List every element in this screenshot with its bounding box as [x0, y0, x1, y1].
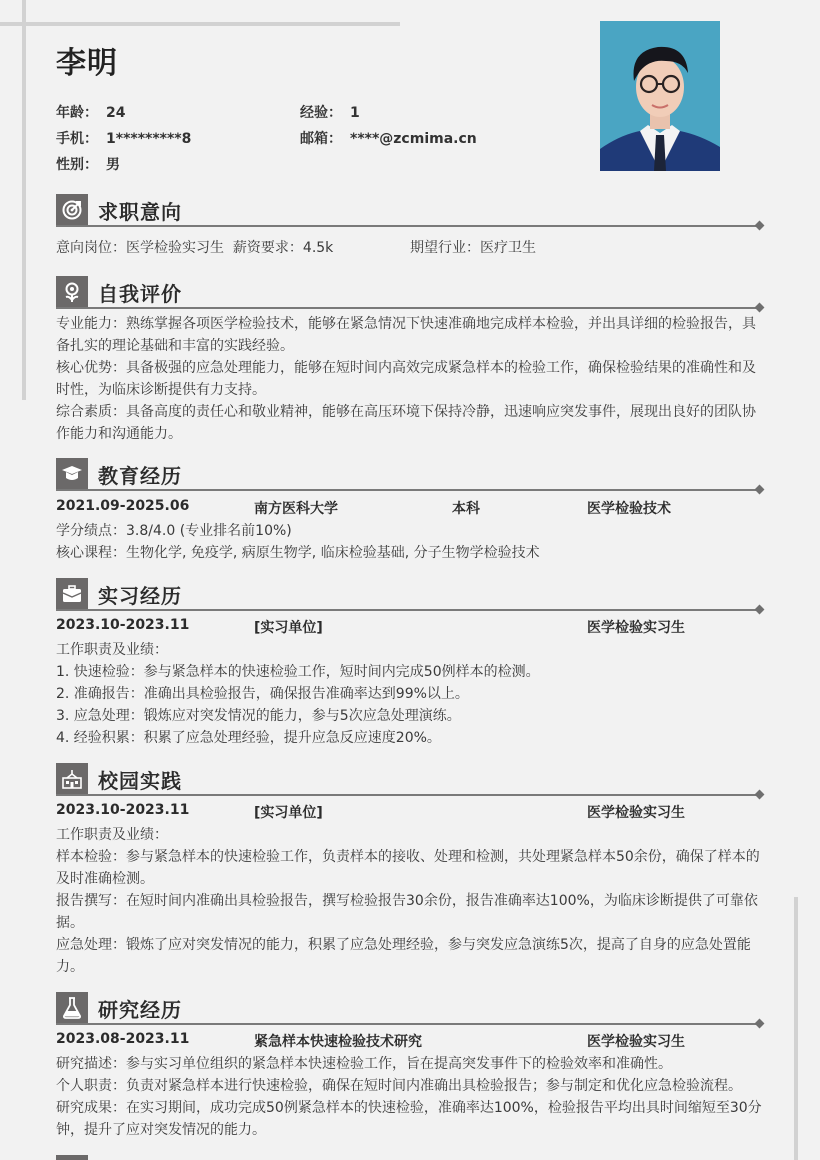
briefcase-icon: [56, 578, 88, 610]
candidate-name: 李明: [56, 46, 118, 81]
divider-end-dot: [755, 790, 765, 800]
research-results: 研究成果：在实习期间，成功完成50例紧急样本的快速检验，准确率达100%，检验报告平均出具时间缩短至30分钟，提升了应对突发情况的能力。: [56, 1100, 762, 1138]
school-building-icon: [56, 763, 88, 795]
research-role: 医学检验实习生: [587, 1034, 685, 1050]
self-evaluation-professional: 专业能力：熟练掌握各项医学检验技术，能够在紧急情况下快速准确地完成样本检验，并出具详细的检验报告，具备扎实的理论基础和丰富的实践经验。: [56, 316, 756, 354]
campus-item-report-writing: 报告撰写：在短时间内准确出具检验报告，撰写检验报告30余份，报告准确率达100%，为临床诊断提供了可靠依据。: [56, 893, 758, 931]
divider-end-dot: [755, 485, 765, 495]
intended-position: 意向岗位：医学检验实习生: [56, 240, 224, 256]
decorative-right-line: [794, 897, 798, 1160]
divider-end-dot: [755, 303, 765, 313]
section-divider: [56, 307, 760, 309]
campus-company: [实习单位]: [254, 805, 323, 821]
graduation-cap-icon: [56, 458, 88, 490]
internship-item-4: 4. 经验积累：积累了应急处理经验，提升应急反应速度20%。: [56, 730, 441, 746]
age-label: 年龄：: [56, 105, 98, 121]
gender-label: 性别：: [56, 157, 98, 173]
target-icon: [56, 194, 88, 226]
education-entry-header: [56, 498, 768, 518]
section-title: 教育经历: [98, 464, 182, 488]
decorative-top-line: [0, 22, 400, 26]
section-divider: [56, 1023, 760, 1025]
campus-entry-header: [56, 802, 768, 822]
gender-value: 男: [106, 157, 120, 173]
research-period: 2023.08-2023.11: [56, 1031, 190, 1047]
section-divider: [56, 794, 760, 796]
campus-role: 医学检验实习生: [587, 805, 685, 821]
flask-icon: [56, 992, 88, 1024]
section-header-research: [56, 992, 764, 1024]
research-description: 研究描述：参与实习单位组织的紧急样本快速检验工作，旨在提高突发事件下的检验效率和准确性。: [56, 1056, 672, 1072]
degree: 本科: [452, 501, 480, 517]
section-header-self-evaluation: [56, 276, 764, 308]
section-title: 校园实践: [98, 769, 182, 793]
section-title: 研究经历: [98, 998, 182, 1022]
internship-entry-header: [56, 617, 768, 637]
next-section-icon-partial: [56, 1155, 88, 1160]
divider-end-dot: [755, 221, 765, 231]
section-header-campus-practice: [56, 763, 764, 795]
experience-value: 1: [350, 105, 360, 121]
core-courses-line: 核心课程：生物化学, 免疫学, 病原生物学, 临床检验基础, 分子生物学检验技术: [56, 545, 540, 561]
research-entry-header: [56, 1031, 768, 1051]
decorative-left-line: [22, 0, 26, 400]
campus-item-sample-testing: 样本检验：参与紧急样本的快速检验工作，负责样本的接收、处理和检测，共处理紧急样本50余份，确保了样本的及时准确检测。: [56, 849, 760, 887]
email-field: [300, 128, 477, 148]
education-period: 2021.09-2025.06: [56, 498, 190, 514]
internship-period: 2023.10-2023.11: [56, 617, 190, 633]
self-evaluation-overall-quality: 综合素质：具备高度的责任心和敬业精神，能够在高压环境下保持冷静，迅速响应突发事件，展现出良好的团队协作能力和沟通能力。: [56, 404, 756, 442]
campus-item-emergency-handling: 应急处理：锻炼了应对突发情况的能力，积累了应急处理经验，参与突发应急演练5次，提高了自身的应急处置能力。: [56, 937, 751, 975]
section-title: 求职意向: [98, 200, 182, 224]
expected-salary: 薪资要求：4.5k: [232, 240, 334, 256]
section-title: 实习经历: [98, 584, 182, 608]
divider-end-dot: [755, 605, 765, 615]
campus-duties-heading: 工作职责及业绩：: [56, 827, 168, 843]
email-value: ****@zcmima.cn: [350, 131, 477, 147]
profile-photo: [600, 21, 720, 171]
school-name: 南方医科大学: [254, 501, 338, 517]
internship-item-3: 3. 应急处理：锻炼应对突发情况的能力，参与5次应急处理演练。: [56, 708, 461, 724]
age-value: 24: [106, 105, 126, 121]
experience-label: 经验：: [300, 105, 342, 121]
flower-icon: [56, 276, 88, 308]
expected-industry: 期望行业：医疗卫生: [410, 240, 536, 256]
section-header-education: [56, 458, 764, 490]
major: 医学检验技术: [587, 501, 671, 517]
internship-item-1: 1. 快速检验：参与紧急样本的快速检验工作，短时间内完成50例样本的检测。: [56, 664, 540, 680]
experience-field: [300, 102, 360, 122]
phone-label: 手机：: [56, 131, 98, 147]
phone-value: 1*********8: [106, 131, 192, 147]
divider-end-dot: [755, 1019, 765, 1029]
section-header-job-intent: [56, 194, 764, 226]
internship-company: [实习单位]: [254, 620, 323, 636]
section-divider: [56, 225, 760, 227]
gender-field: [56, 154, 120, 174]
age-field: [56, 102, 125, 122]
research-responsibilities: 个人职责：负责对紧急样本进行快速检验，确保在短时间内准确出具检验报告；参与制定和优化应急检验流程。: [56, 1078, 742, 1094]
internship-duties-heading: 工作职责及业绩：: [56, 642, 168, 658]
phone-field: [56, 128, 191, 148]
email-label: 邮箱：: [300, 131, 342, 147]
gpa-line: 学分绩点：3.8/4.0 (专业排名前10%): [56, 523, 292, 539]
internship-item-2: 2. 准确报告：准确出具检验报告，确保报告准确率达到99%以上。: [56, 686, 469, 702]
research-project: 紧急样本快速检验技术研究: [254, 1034, 422, 1050]
internship-role: 医学检验实习生: [587, 620, 685, 636]
section-title: 自我评价: [98, 282, 182, 306]
section-divider: [56, 489, 760, 491]
section-header-internship: [56, 578, 764, 610]
self-evaluation-core-strength: 核心优势：具备极强的应急处理能力，能够在短时间内高效完成紧急样本的检验工作，确保检验结果的准确性和及时性，为临床诊断提供有力支持。: [56, 360, 756, 398]
portrait-illustration: [600, 21, 720, 171]
section-divider: [56, 609, 760, 611]
campus-period: 2023.10-2023.11: [56, 802, 190, 818]
